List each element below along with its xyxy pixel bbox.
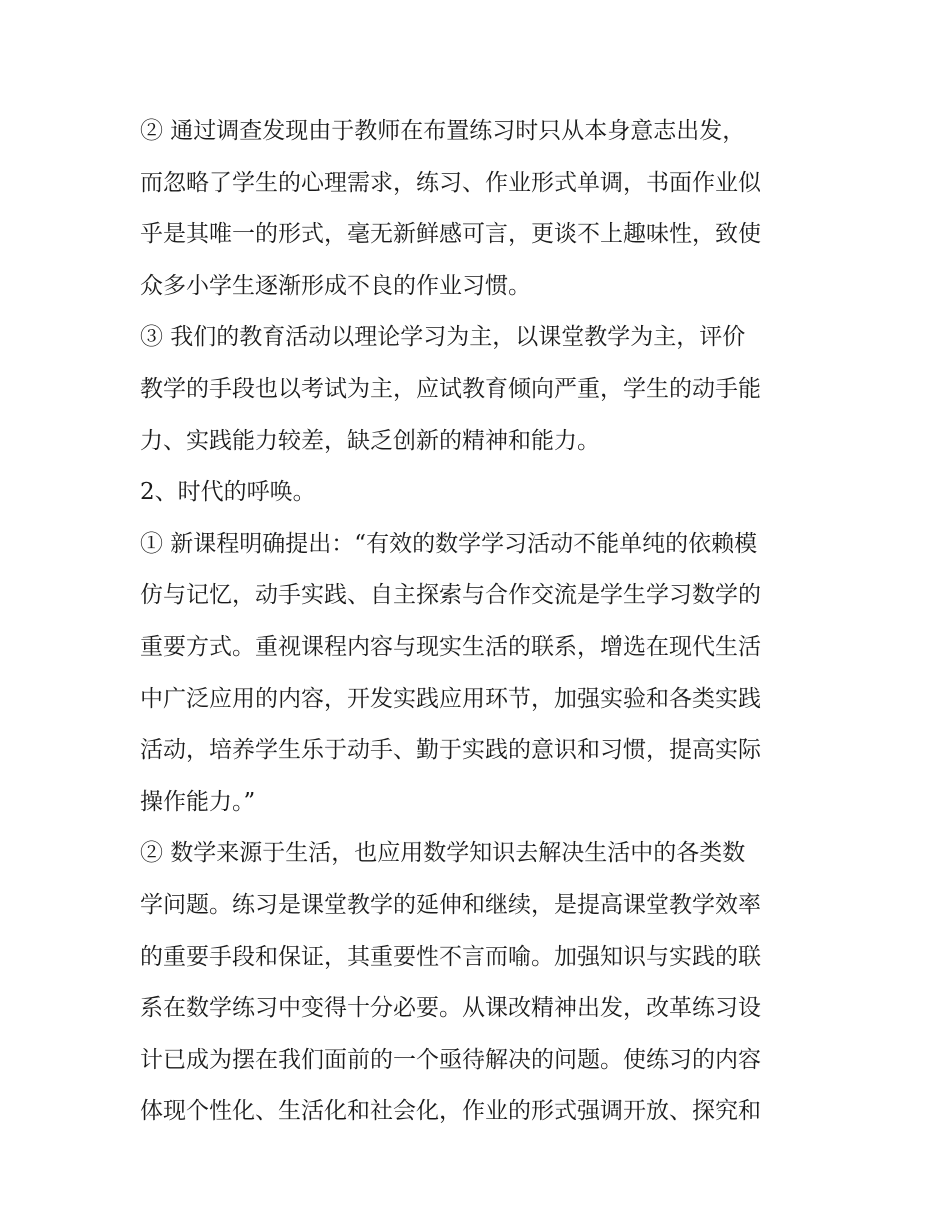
section-heading: 2、时代的呼唤。 <box>140 479 316 506</box>
text-line: ② 数学来源于生活，也应用数学知识去解决生活中的各类数 <box>140 840 746 867</box>
text-line: 活动，培养学生乐于动手、勤于实践的意识和习惯，提高实际 <box>140 737 761 764</box>
text-line: 众多小学生逐渐形成不良的作业习惯。 <box>140 272 531 299</box>
text-line: 教学的手段也以考试为主，应试教育倾向严重，学生的动手能 <box>140 375 761 402</box>
text-line: 重要方式。重视课程内容与现实生活的联系，增选在现代生活 <box>140 633 761 660</box>
text-line: 体现个性化、生活化和社会化，作业的形式强调开放、探究和 <box>140 1098 761 1125</box>
text-line: 而忽略了学生的心理需求，练习、作业形式单调，书面作业似 <box>140 169 761 196</box>
text-line: 学问题。练习是课堂教学的延伸和继续，是提高课堂教学效率 <box>140 891 761 918</box>
text-line: 计已成为摆在我们面前的一个亟待解决的问题。使练习的内容 <box>140 1046 761 1073</box>
text-line: 中广泛应用的内容，开发实践应用环节，加强实验和各类实践 <box>140 685 761 712</box>
text-line: 仿与记忆，动手实践、自主探索与合作交流是学生学习数学的 <box>140 582 761 609</box>
text-line: ② 通过调查发现由于教师在布置练习时只从本身意志出发， <box>140 118 746 144</box>
text-line: 操作能力。” <box>140 788 256 815</box>
text-line: ① 新课程明确提出：“有效的数学学习活动不能单纯的依赖模 <box>140 530 758 557</box>
text-line: 乎是其唯一的形式，毫无新鲜感可言，更谈不上趣味性，致使 <box>140 221 761 248</box>
text-line: ③ 我们的教育活动以理论学习为主，以课堂教学为主，评价 <box>140 324 746 351</box>
text-line: 系在数学练习中变得十分必要。从课改精神出发，改革练习设 <box>140 995 761 1022</box>
text-line: 力、实践能力较差，缺乏创新的精神和能力。 <box>140 427 600 454</box>
text-line: 的重要手段和保证，其重要性不言而喻。加强知识与实践的联 <box>140 943 761 970</box>
body-text <box>140 106 840 1138</box>
